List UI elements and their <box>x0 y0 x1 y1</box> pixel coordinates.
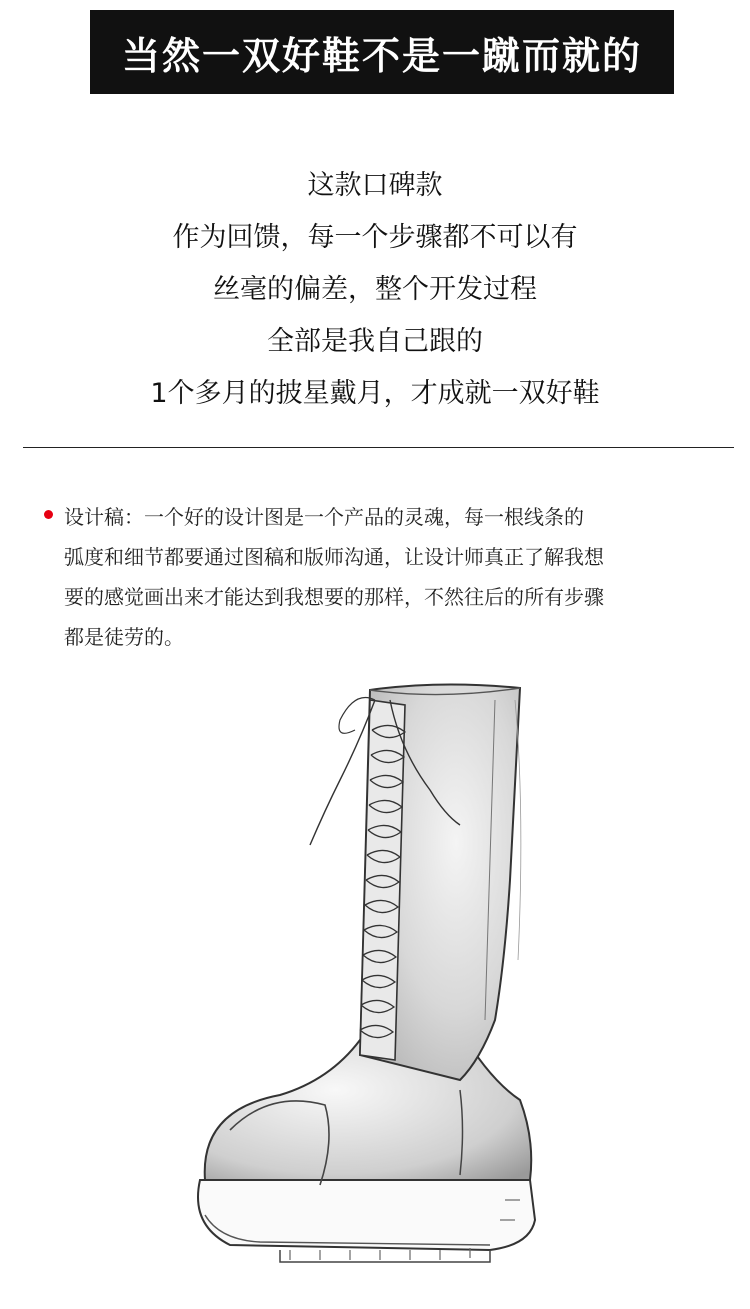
section-divider <box>23 447 734 448</box>
description-line: 要的感觉画出来才能达到我想要的那样，不然往后的所有步骤 <box>64 585 604 609</box>
description-line: 设计稿：一个好的设计图是一个产品的灵魂，每一根线条的 <box>64 505 584 529</box>
description-line: 都是徒劳的。 <box>64 625 184 649</box>
bullet-dot-icon <box>44 510 53 519</box>
poem-line: 1个多月的披星戴月，才成就一双好鞋 <box>150 378 600 409</box>
poem-block <box>0 160 750 420</box>
poem-line: 作为回馈，每一个步骤都不可以有 <box>172 222 578 253</box>
description-line: 弧度和细节都要通过图稿和版师沟通，让设计师真正了解我想 <box>64 545 604 569</box>
design-description <box>64 497 704 657</box>
boot-sketch-icon <box>160 660 600 1300</box>
page-title: 当然一双好鞋不是一蹴而就的 <box>121 33 642 78</box>
poem-line: 丝毫的偏差，整个开发过程 <box>213 274 537 305</box>
title-banner <box>90 10 674 94</box>
poem-line: 这款口碑款 <box>307 170 443 201</box>
poem-line: 全部是我自己跟的 <box>267 326 483 357</box>
boot-sketch-image <box>160 660 600 1300</box>
